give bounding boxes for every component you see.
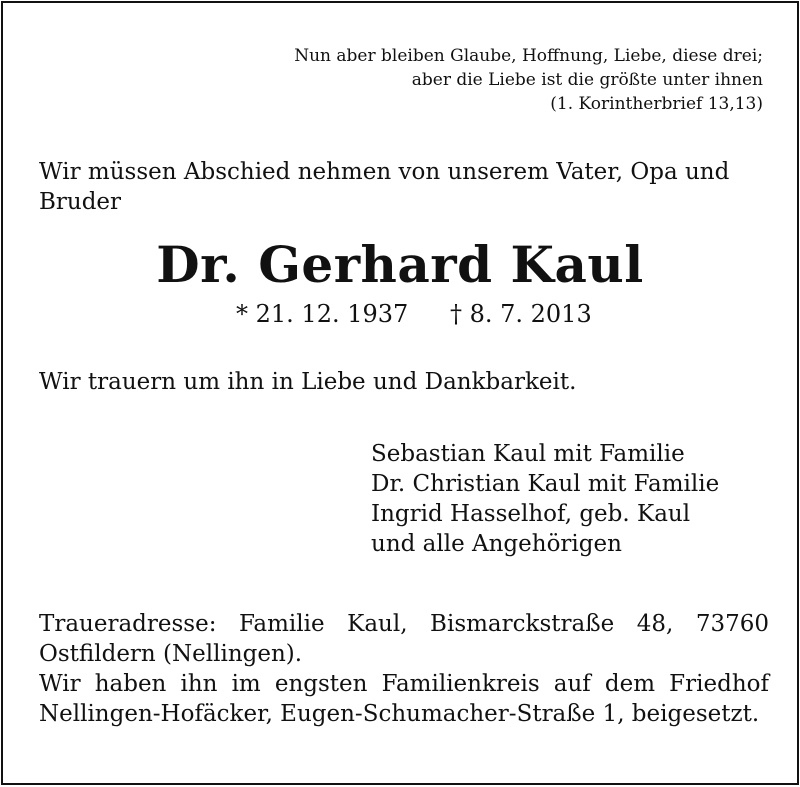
intro-text: Wir müssen Abschied nehmen von unserem Vater, Opa und Bruder (39, 159, 730, 215)
signer: Sebastian Kaul mit Familie (371, 441, 685, 467)
quote-source: (1. Korintherbrief 13,13) (550, 94, 763, 114)
quote-line-1: Nun aber bleiben Glaube, Hoffnung, Liebe, diese drei; (294, 46, 763, 66)
bible-quote (294, 44, 763, 116)
burial-notice: Wir haben ihn im engsten Familienkreis auf dem Friedhof Nellingen-Hofäcker, Eugen-Schumacher-Straße 1, beigesetzt. (39, 671, 769, 727)
life-dates (236, 299, 592, 329)
death-date: † 8. 7. 2013 (449, 300, 592, 328)
deceased-name: Dr. Gerhard Kaul (156, 235, 644, 294)
address-block (39, 609, 769, 729)
quote-line-2: aber die Liebe ist die größte unter ihnen (411, 70, 763, 90)
signers-list (371, 439, 719, 559)
signer: und alle Angehörigen (371, 531, 622, 557)
signer: Dr. Christian Kaul mit Familie (371, 471, 720, 497)
birth-date: * 21. 12. 1937 (236, 300, 409, 328)
mourning-text: Wir trauern um ihn in Liebe und Dankbarkeit. (39, 369, 577, 395)
signer: Ingrid Hasselhof, geb. Kaul (371, 501, 691, 527)
obituary-notice (1, 1, 799, 785)
mourning-address: Traueradresse: Familie Kaul, Bismarckstraße 48, 73760 Ostfildern (Nellingen). (39, 611, 769, 667)
